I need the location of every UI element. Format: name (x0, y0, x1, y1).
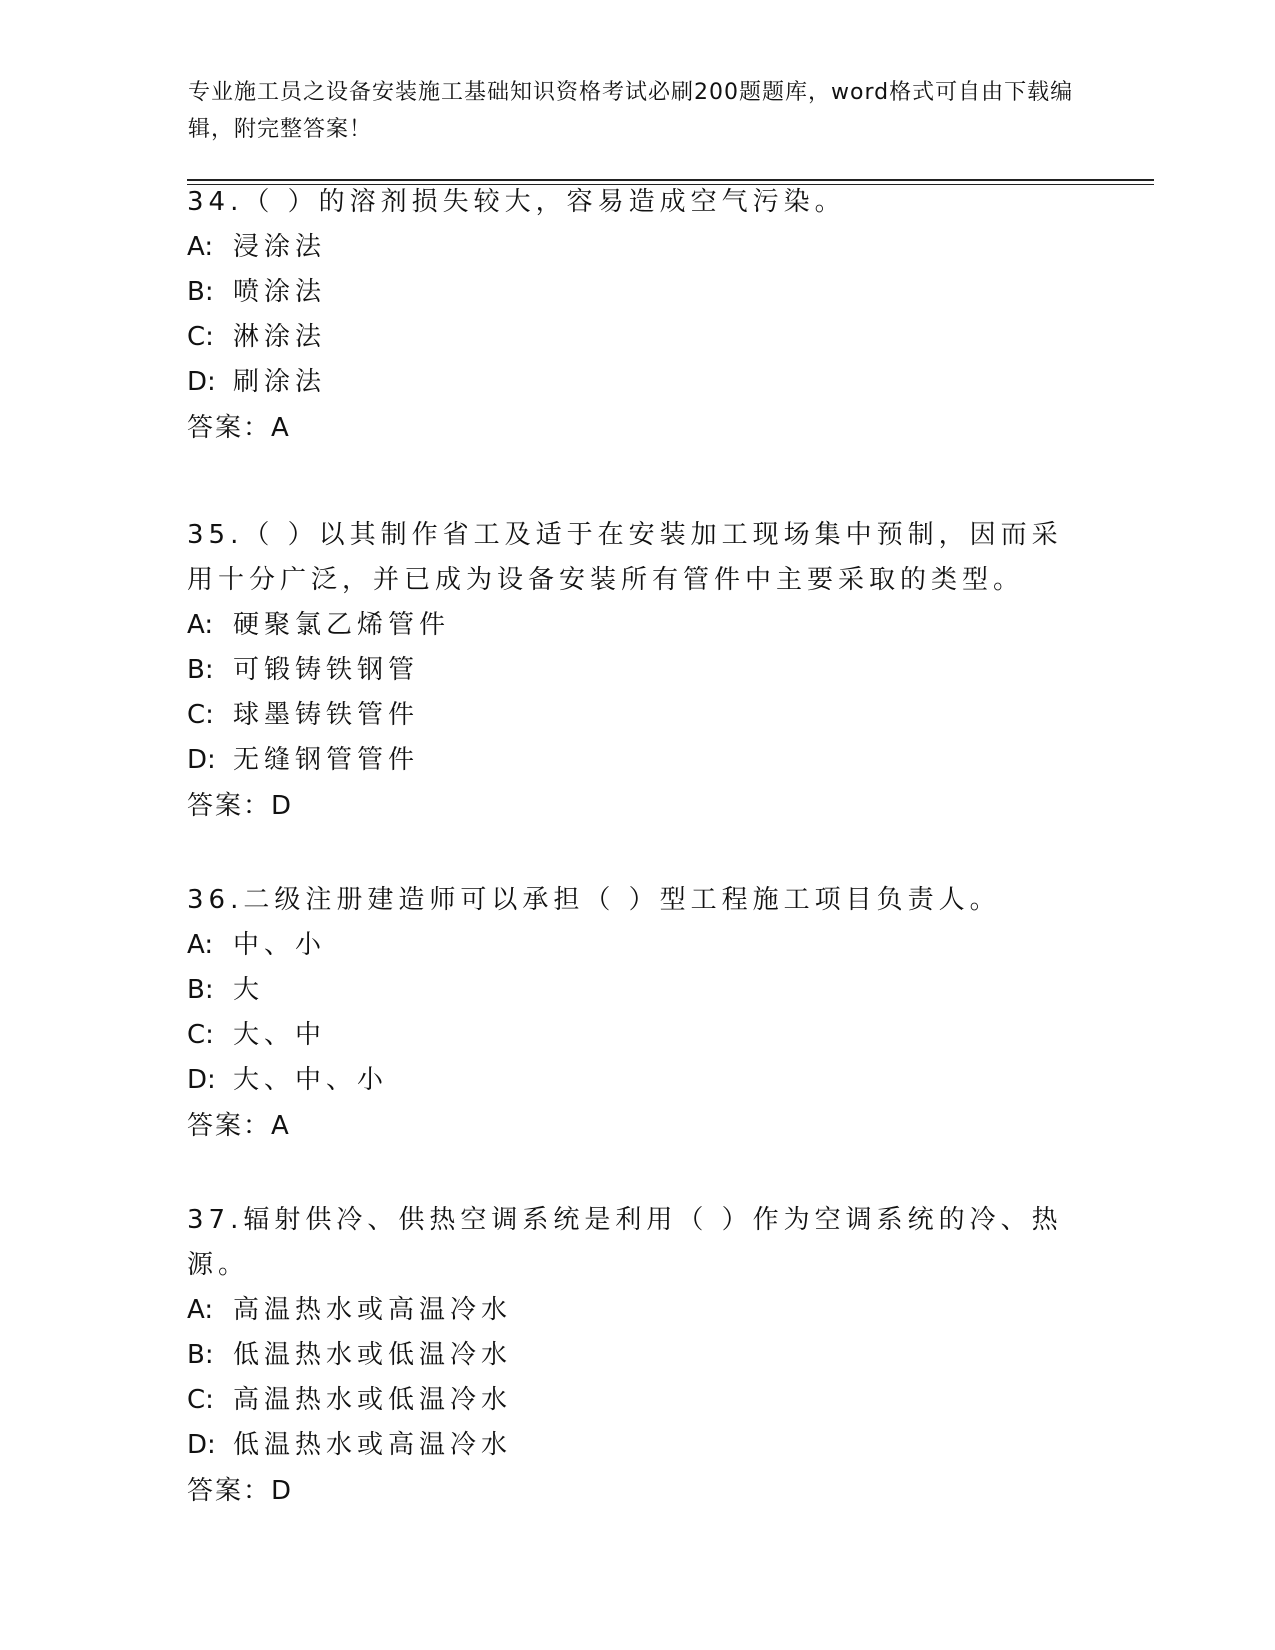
option-b (187, 270, 1067, 315)
option-c (187, 693, 1067, 738)
answer-line (187, 1468, 1067, 1514)
option-a (187, 225, 1067, 270)
option-text: 大、中、小 (233, 1065, 389, 1095)
option-d (187, 738, 1067, 783)
option-text: 无缝钢管管件 (233, 745, 420, 775)
option-key: D: (187, 745, 216, 775)
option-key: C: (187, 1020, 214, 1050)
option-text: 大 (233, 975, 265, 1005)
answer-value: D (271, 791, 292, 821)
option-key: C: (187, 700, 214, 730)
answer-value: A (271, 413, 289, 443)
option-text: 低温热水或低温冷水 (233, 1340, 513, 1370)
option-text: 大、中 (233, 1020, 327, 1050)
option-a (187, 603, 1067, 648)
question-stem: 34.（ ）的溶剂损失较大，容易造成空气污染。 (187, 187, 846, 217)
option-key: D: (187, 367, 216, 397)
option-b (187, 648, 1067, 693)
option-b (187, 1333, 1067, 1378)
option-c (187, 1013, 1067, 1058)
option-text: 高温热水或高温冷水 (233, 1295, 513, 1325)
question-34 (187, 180, 1067, 451)
option-key: B: (187, 655, 214, 685)
option-a (187, 1288, 1067, 1333)
option-key: C: (187, 1385, 214, 1415)
question-37 (187, 1198, 1067, 1514)
answer-line (187, 405, 1067, 451)
answer-value: D (271, 1476, 292, 1506)
question-stem: 37.辐射供冷、供热空调系统是利用（ ）作为空调系统的冷、热源。 (187, 1205, 1063, 1280)
option-text: 中、小 (233, 930, 327, 960)
option-c (187, 1378, 1067, 1423)
question-36 (187, 878, 1067, 1149)
option-text: 低温热水或高温冷水 (233, 1430, 513, 1460)
option-text: 刷涂法 (233, 367, 327, 397)
option-key: B: (187, 277, 214, 307)
option-key: D: (187, 1430, 216, 1460)
option-key: A: (187, 930, 214, 960)
answer-line (187, 1103, 1067, 1149)
option-text: 淋涂法 (233, 322, 327, 352)
option-key: B: (187, 975, 214, 1005)
answer-value: A (271, 1111, 289, 1141)
answer-label: 答案： (187, 791, 272, 821)
option-text: 高温热水或低温冷水 (233, 1385, 513, 1415)
answer-label: 答案： (187, 413, 272, 443)
option-text: 球墨铸铁管件 (233, 700, 420, 730)
question-stem: 35.（ ）以其制作省工及适于在安装加工现场集中预制，因而采用十分广泛，并已成为设备安装所有管件中主要采取的类型。 (187, 520, 1063, 595)
option-text: 浸涂法 (233, 232, 327, 262)
option-key: A: (187, 610, 214, 640)
option-b (187, 968, 1067, 1013)
option-a (187, 923, 1067, 968)
option-key: A: (187, 232, 214, 262)
option-key: D: (187, 1065, 216, 1095)
option-text: 可锻铸铁钢管 (233, 655, 420, 685)
answer-label: 答案： (187, 1111, 272, 1141)
option-c (187, 315, 1067, 360)
option-d (187, 1058, 1067, 1103)
option-text: 喷涂法 (233, 277, 327, 307)
option-text: 硬聚氯乙烯管件 (233, 610, 451, 640)
option-key: C: (187, 322, 214, 352)
answer-label: 答案： (187, 1476, 272, 1506)
option-key: B: (187, 1340, 214, 1370)
answer-line (187, 783, 1067, 829)
option-key: A: (187, 1295, 214, 1325)
question-35 (187, 513, 1067, 829)
option-d (187, 1423, 1067, 1468)
option-d (187, 360, 1067, 405)
question-stem: 36.二级注册建造师可以承担（ ）型工程施工项目负责人。 (187, 885, 1001, 915)
document-header: 专业施工员之设备安装施工基础知识资格考试必刷200题题库，word格式可自由下载编辑，附完整答案！ (188, 80, 1074, 142)
